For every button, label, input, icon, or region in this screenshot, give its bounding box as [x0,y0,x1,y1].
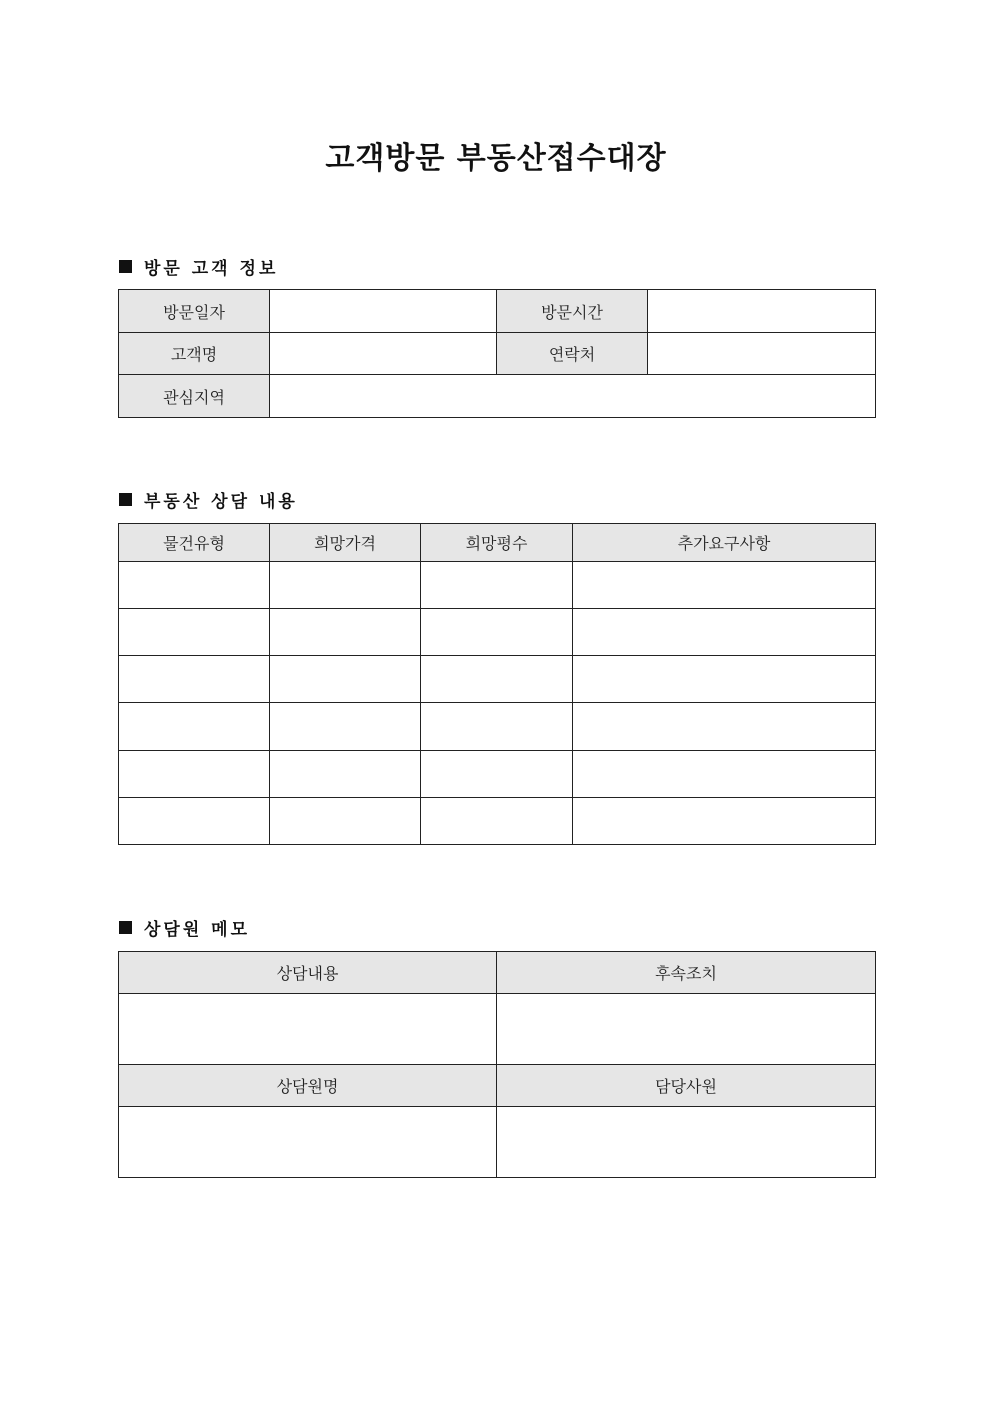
desired-price-cell[interactable] [270,609,421,656]
additional-requests-cell[interactable] [573,798,876,845]
interest-area-label: 관심지역 [119,375,270,418]
desired-size-cell[interactable] [421,703,573,751]
table-row [119,609,876,656]
property-type-cell[interactable] [119,703,270,751]
contact-field[interactable] [648,333,876,375]
desired-size-cell[interactable] [421,751,573,798]
table-row [119,656,876,703]
additional-requests-cell[interactable] [573,703,876,751]
section-consultation-title: 부동산 상담 내용 [144,492,298,512]
follow-up-field[interactable] [497,994,876,1065]
desired-price-cell[interactable] [270,562,421,609]
property-type-cell[interactable] [119,562,270,609]
consultant-name-label: 상담원명 [119,1065,497,1107]
desired-price-cell[interactable] [270,703,421,751]
section-memo-title: 상담원 메모 [144,920,251,940]
column-header-additional-requests: 추가요구사항 [573,524,876,562]
follow-up-label: 후속조치 [497,952,876,994]
page-title: 고객방문 부동산접수대장 [325,141,667,176]
desired-size-cell[interactable] [421,798,573,845]
additional-requests-cell[interactable] [573,751,876,798]
property-type-cell[interactable] [119,798,270,845]
square-bullet-icon [119,260,132,273]
additional-requests-cell[interactable] [573,656,876,703]
property-type-cell[interactable] [119,609,270,656]
visit-time-label: 방문시간 [497,290,648,333]
section-consultation-heading [119,487,298,512]
visit-date-field[interactable] [270,290,497,333]
square-bullet-icon [119,493,132,506]
visitor-info-table [118,289,876,418]
property-type-cell[interactable] [119,656,270,703]
table-row [119,562,876,609]
table-row [119,798,876,845]
desired-price-cell[interactable] [270,798,421,845]
section-memo-heading [119,915,250,940]
staff-in-charge-label: 담당사원 [497,1065,876,1107]
desired-price-cell[interactable] [270,656,421,703]
table-row [119,751,876,798]
interest-area-field[interactable] [270,375,876,418]
desired-size-cell[interactable] [421,562,573,609]
additional-requests-cell[interactable] [573,562,876,609]
visit-date-label: 방문일자 [119,290,270,333]
customer-name-field[interactable] [270,333,497,375]
square-bullet-icon [119,921,132,934]
consultation-table [118,523,876,845]
property-type-cell[interactable] [119,751,270,798]
table-row [119,703,876,751]
column-header-desired-size: 희망평수 [421,524,573,562]
column-header-desired-price: 희망가격 [270,524,421,562]
desired-size-cell[interactable] [421,609,573,656]
consult-content-label: 상담내용 [119,952,497,994]
desired-size-cell[interactable] [421,656,573,703]
consultant-name-field[interactable] [119,1107,497,1178]
consult-content-field[interactable] [119,994,497,1065]
additional-requests-cell[interactable] [573,609,876,656]
consultant-memo-table [118,951,876,1178]
visit-time-field[interactable] [648,290,876,333]
staff-in-charge-field[interactable] [497,1107,876,1178]
section-visitor-info-heading [119,254,278,279]
desired-price-cell[interactable] [270,751,421,798]
column-header-property-type: 물건유형 [119,524,270,562]
customer-name-label: 고객명 [119,333,270,375]
section-visitor-info-title: 방문 고객 정보 [144,259,279,279]
contact-label: 연락처 [497,333,648,375]
